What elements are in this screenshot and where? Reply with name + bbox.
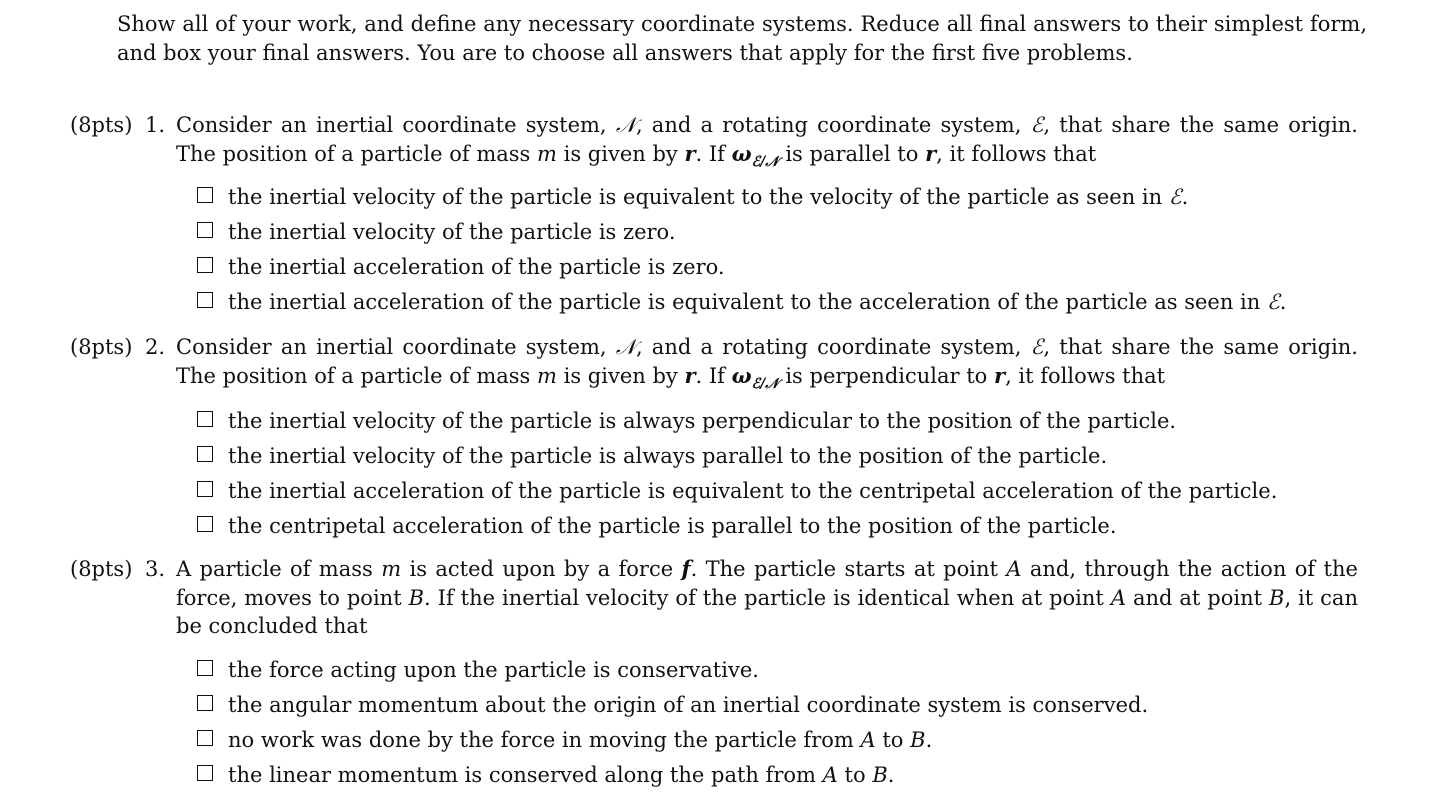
option-label: the inertial velocity of the particle is always perpendicular to the position of the particle. (228, 409, 1177, 433)
option-suffix: . (1279, 290, 1287, 314)
mass-symbol: m (537, 363, 557, 388)
question-2-points: (8pts) (70, 335, 133, 359)
position-vector-symbol: r (684, 362, 696, 388)
point-b-symbol: B (910, 727, 926, 752)
question-1-options (70, 180, 1370, 320)
option-label: the centripetal acceleration of the particle is parallel to the position of the particle. (228, 514, 1117, 538)
angular-velocity-symbol: $\omega_{ℰ/𝒩}$ (731, 362, 779, 392)
question-1-header (70, 111, 1370, 168)
option-label: the inertial acceleration of the particle is equivalent to the acceleration of the particle as seen in (228, 290, 1261, 314)
question-1-option-2 (70, 215, 1370, 250)
question-3-options (70, 653, 1370, 793)
option-suffix: . (925, 727, 933, 752)
frame-e-symbol: ℰ (1030, 335, 1044, 359)
question-3-option-3 (70, 723, 1370, 758)
question-1-number: 1. (145, 113, 166, 137)
checkbox[interactable] (197, 222, 213, 238)
option-label: the inertial acceleration of the particle is zero. (228, 255, 725, 279)
checkbox[interactable] (197, 446, 213, 462)
question-3-option-1 (70, 653, 1370, 688)
question-1-prompt: Consider an inertial coordinate system, 𝒩, and a rotating coordinate system, ℰ, that share the same origin. The position of a particle of mass m is given by r. If $\omega_{ℰ/𝒩}$ is parallel to r, it follows that (176, 113, 1358, 170)
question-3-points: (8pts) (70, 557, 133, 581)
position-vector-symbol: r (925, 140, 937, 166)
option-label: no work was done by the force in moving the particle from (228, 727, 854, 752)
question-2-header (70, 333, 1370, 390)
option-mid: to (844, 762, 866, 787)
question-3-number: 3. (145, 557, 166, 581)
option-label: the angular momentum about the origin of an inertial coordinate system is conserved. (228, 692, 1149, 717)
option-mid: to (882, 727, 904, 752)
frame-e-symbol: ℰ (1168, 185, 1182, 209)
question-1 (70, 111, 1370, 320)
option-label: the force acting upon the particle is conservative. (228, 657, 759, 682)
question-1-option-4 (70, 285, 1370, 320)
point-b-symbol: B (1269, 585, 1285, 610)
checkbox[interactable] (197, 257, 213, 273)
option-suffix: . (887, 762, 895, 787)
point-a-symbol: A (1006, 557, 1022, 581)
question-1-option-3 (70, 250, 1370, 285)
checkbox[interactable] (197, 660, 213, 676)
instructions-paragraph: Show all of your work, and define any necessary coordinate systems. Reduce all final answers to their simplest form, and box your final answers. You are to choose all answers that apply for the first five problems. (117, 12, 1367, 65)
option-suffix: . (1181, 185, 1189, 209)
option-label: the inertial velocity of the particle is zero. (228, 220, 676, 244)
checkbox[interactable] (197, 481, 213, 497)
checkbox[interactable] (197, 187, 213, 203)
frame-n-symbol: 𝒩 (615, 113, 636, 137)
question-3-header (70, 555, 1370, 641)
position-vector-symbol: r (993, 362, 1006, 388)
question-1-option-1 (70, 180, 1370, 215)
frame-n-symbol: 𝒩 (615, 335, 636, 359)
question-3 (70, 555, 1370, 793)
checkbox[interactable] (197, 516, 213, 532)
angular-velocity-symbol: $\omega_{ℰ/𝒩}$ (731, 140, 779, 170)
point-b-symbol: B (408, 585, 425, 610)
option-label: the inertial acceleration of the particle is equivalent to the centripetal acceleration of the particle. (228, 479, 1278, 503)
question-3-option-2 (70, 688, 1370, 723)
option-label: the inertial velocity of the particle is always parallel to the position of the particle. (228, 444, 1108, 468)
point-a-symbol: A (822, 762, 838, 787)
frame-e-symbol: ℰ (1266, 290, 1280, 314)
mass-symbol: m (537, 141, 557, 166)
checkbox[interactable] (197, 695, 213, 711)
question-3-option-4 (70, 758, 1370, 793)
point-a-symbol: A (860, 727, 876, 752)
question-2 (70, 333, 1370, 544)
point-b-symbol: B (872, 762, 888, 787)
question-3-prompt: A particle of mass m is acted upon by a force f. The particle starts at point A and, through the action of the force, moves to point B. If the inertial velocity of the particle is identical when at point A and at point B, it can be concluded that (176, 556, 1358, 638)
checkbox[interactable] (197, 765, 213, 781)
position-vector-symbol: r (684, 140, 696, 166)
force-vector-symbol: f (681, 556, 691, 581)
point-a-symbol: A (1110, 585, 1126, 610)
question-1-points: (8pts) (70, 113, 133, 137)
question-2-option-4 (70, 509, 1370, 544)
mass-symbol: m (381, 557, 402, 581)
question-2-option-1 (70, 404, 1370, 439)
checkbox[interactable] (197, 730, 213, 746)
checkbox[interactable] (197, 292, 213, 308)
frame-e-symbol: ℰ (1030, 113, 1044, 137)
question-2-options (70, 404, 1370, 544)
question-2-option-3 (70, 474, 1370, 509)
checkbox[interactable] (197, 411, 213, 427)
option-label: the inertial velocity of the particle is equivalent to the velocity of the particle as seen in (228, 185, 1163, 209)
option-label: the linear momentum is conserved along the path from (228, 762, 816, 787)
question-2-prompt: Consider an inertial coordinate system, 𝒩, and a rotating coordinate system, ℰ, that share the same origin. The position of a particle of mass m is given by r. If $\omega_{ℰ/𝒩}$ is perpendicular to r, it follows that (176, 335, 1358, 392)
question-2-option-2 (70, 439, 1370, 474)
question-2-number: 2. (145, 335, 166, 359)
